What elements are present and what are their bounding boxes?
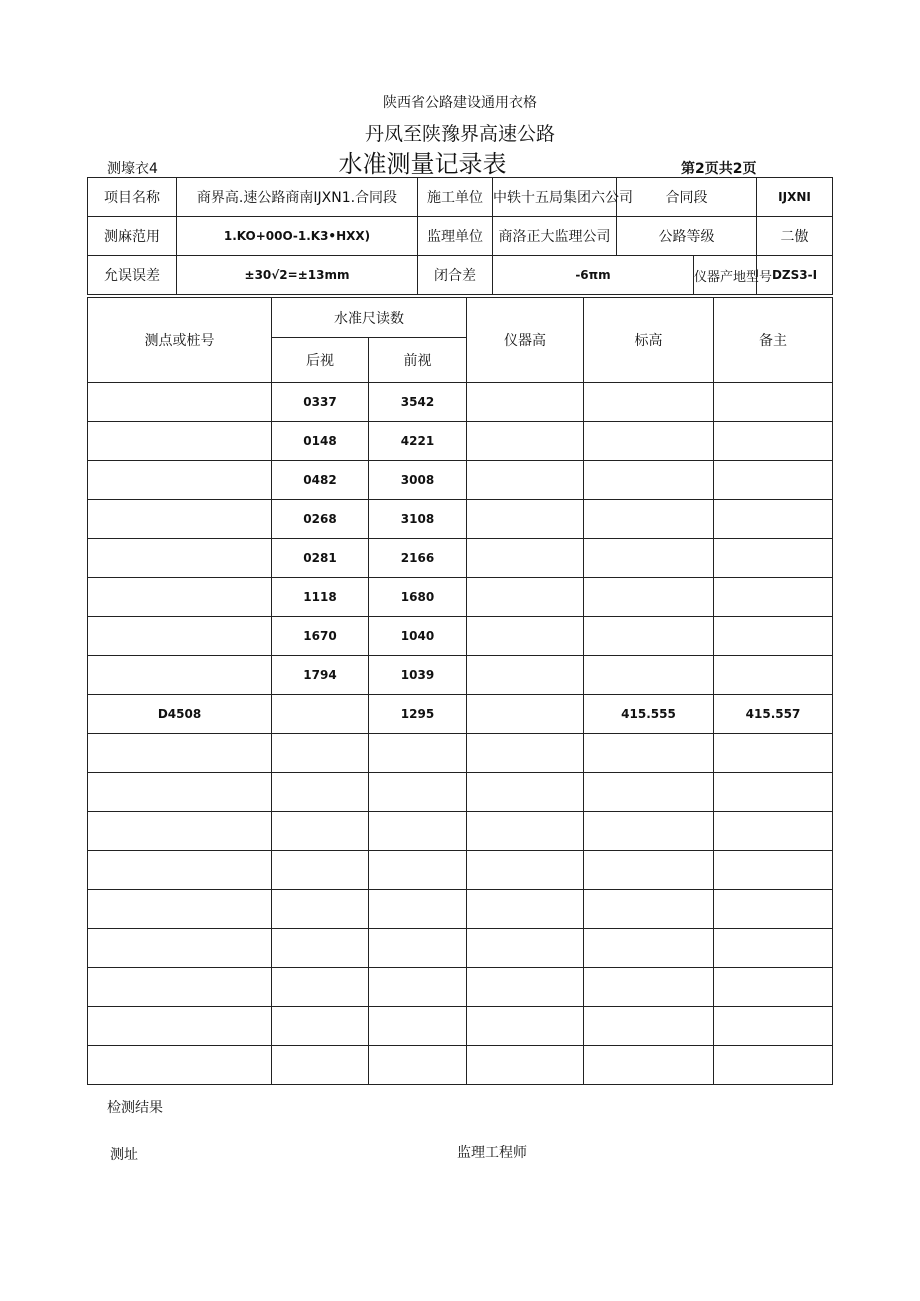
cell-foresight [369, 890, 467, 929]
table-row [88, 461, 833, 500]
cell-backsight [272, 1007, 369, 1046]
cell-elevation [584, 1007, 714, 1046]
tolerance-label: 允误误差 [88, 256, 177, 295]
supervisor-label: 监理工程师 [457, 1145, 527, 1161]
cell-point [88, 461, 272, 500]
cell-remark [714, 422, 833, 461]
col-header-backsight: 后视 [272, 338, 369, 383]
instrument-model-label: 仪器产地型号 [694, 256, 757, 295]
cell-point [88, 773, 272, 812]
cell-backsight [272, 968, 369, 1007]
cell-instrument-height [467, 617, 584, 656]
cell-foresight [369, 773, 467, 812]
cell-remark [714, 929, 833, 968]
cell-instrument-height [467, 929, 584, 968]
table-row [88, 539, 833, 578]
cell-point [88, 383, 272, 422]
table-row [88, 1007, 833, 1046]
cell-backsight: 0268 [272, 500, 369, 539]
info-row-project [88, 178, 833, 217]
cell-foresight [369, 1007, 467, 1046]
cell-point [88, 422, 272, 461]
cell-remark [714, 617, 833, 656]
cell-remark [714, 890, 833, 929]
survey-range-value: 1.KO+00O-1.K3•HXX) [177, 217, 418, 256]
contract-section-label: 合同段 [617, 178, 757, 217]
cell-foresight [369, 851, 467, 890]
cell-backsight: 1118 [272, 578, 369, 617]
cell-elevation [584, 773, 714, 812]
cell-instrument-height [467, 422, 584, 461]
cell-backsight [272, 851, 369, 890]
cell-backsight [272, 734, 369, 773]
cell-foresight: 2166 [369, 539, 467, 578]
project-info-table [87, 177, 833, 295]
cell-remark [714, 656, 833, 695]
cell-elevation [584, 656, 714, 695]
cell-foresight [369, 929, 467, 968]
cell-remark [714, 578, 833, 617]
road-grade-label: 公路等级 [617, 217, 757, 256]
cell-backsight [272, 890, 369, 929]
cell-foresight: 1680 [369, 578, 467, 617]
cell-elevation [584, 617, 714, 656]
survey-range-label: 测麻范用 [88, 217, 177, 256]
cell-point [88, 617, 272, 656]
cell-point [88, 734, 272, 773]
cell-instrument-height [467, 890, 584, 929]
cell-elevation [584, 500, 714, 539]
table-row [88, 656, 833, 695]
cell-instrument-height [467, 578, 584, 617]
cell-foresight [369, 734, 467, 773]
construction-unit-label: 施工单位 [418, 178, 493, 217]
closure-error-label: 闭合差 [418, 256, 493, 295]
cell-backsight [272, 812, 369, 851]
cell-elevation [584, 890, 714, 929]
cell-elevation [584, 812, 714, 851]
cell-point [88, 812, 272, 851]
cell-backsight: 0337 [272, 383, 369, 422]
col-header-reading: 水准尺读数 [272, 298, 467, 338]
cell-foresight [369, 968, 467, 1007]
table-row [88, 422, 833, 461]
cell-instrument-height [467, 968, 584, 1007]
cell-point [88, 929, 272, 968]
cell-elevation [584, 1046, 714, 1085]
cell-instrument-height [467, 1046, 584, 1085]
cell-instrument-height [467, 812, 584, 851]
cell-remark: 415.557 [714, 695, 833, 734]
form-number: 测壕衣4 [107, 161, 158, 177]
table-row [88, 1046, 833, 1085]
table-row [88, 890, 833, 929]
cell-point [88, 1046, 272, 1085]
cell-elevation [584, 578, 714, 617]
supervision-unit-label: 监理单位 [418, 217, 493, 256]
cell-point [88, 968, 272, 1007]
cell-foresight: 3108 [369, 500, 467, 539]
cell-instrument-height [467, 734, 584, 773]
cell-instrument-height [467, 539, 584, 578]
cell-point [88, 890, 272, 929]
cell-point [88, 851, 272, 890]
cell-backsight [272, 695, 369, 734]
col-header-remark: 备主 [714, 298, 833, 383]
cell-foresight [369, 812, 467, 851]
cell-backsight: 1670 [272, 617, 369, 656]
project-name-value: 商界高.速公路商南IJXN1.合同段 [177, 178, 418, 217]
cell-foresight: 3542 [369, 383, 467, 422]
table-row [88, 773, 833, 812]
cell-remark [714, 1007, 833, 1046]
cell-backsight: 0148 [272, 422, 369, 461]
cell-elevation [584, 383, 714, 422]
cell-elevation [584, 734, 714, 773]
cell-remark [714, 461, 833, 500]
cell-remark [714, 773, 833, 812]
table-row [88, 383, 833, 422]
cell-backsight [272, 773, 369, 812]
supervision-unit-value: 商洛正大监理公司 [493, 217, 617, 256]
table-row [88, 695, 833, 734]
cell-foresight [369, 1046, 467, 1085]
table-row [88, 500, 833, 539]
cell-remark [714, 734, 833, 773]
cell-point [88, 656, 272, 695]
cell-remark [714, 500, 833, 539]
cell-elevation [584, 461, 714, 500]
info-row-tolerance [88, 256, 833, 295]
form-supertitle: 陕西省公路建设通用衣格 [383, 95, 537, 111]
cell-point [88, 578, 272, 617]
road-grade-value: 二傲 [757, 217, 833, 256]
project-title: 丹凤至陕豫界高速公路 [364, 123, 555, 145]
cell-remark [714, 1046, 833, 1085]
cell-backsight: 1794 [272, 656, 369, 695]
tolerance-value: ±30√2=±13mm [177, 256, 418, 295]
instrument-model-value: DZS3-I [757, 256, 833, 295]
cell-elevation [584, 539, 714, 578]
cell-point [88, 1007, 272, 1046]
col-header-elevation: 标高 [584, 298, 714, 383]
page-indicator: 第2页共2页 [681, 161, 757, 177]
table-row [88, 617, 833, 656]
cell-point: D4508 [88, 695, 272, 734]
surveyor-label: 测址 [110, 1147, 138, 1163]
cell-remark [714, 383, 833, 422]
cell-remark [714, 812, 833, 851]
cell-instrument-height [467, 773, 584, 812]
table-row [88, 851, 833, 890]
table-header-row [88, 298, 833, 338]
table-row [88, 812, 833, 851]
leveling-record-table [87, 297, 833, 1085]
cell-remark [714, 968, 833, 1007]
cell-instrument-height [467, 851, 584, 890]
cell-backsight [272, 1046, 369, 1085]
cell-elevation [584, 929, 714, 968]
cell-foresight: 3008 [369, 461, 467, 500]
page-title: 水准测量记录表 [338, 150, 507, 178]
cell-instrument-height [467, 1007, 584, 1046]
cell-instrument-height [467, 656, 584, 695]
cell-point [88, 500, 272, 539]
cell-elevation [584, 422, 714, 461]
col-header-foresight: 前视 [369, 338, 467, 383]
table-row [88, 968, 833, 1007]
contract-section-value: IJXNI [757, 178, 833, 217]
inspection-result-label: 检测结果 [107, 1100, 163, 1116]
cell-remark [714, 851, 833, 890]
table-row [88, 734, 833, 773]
cell-elevation: 415.555 [584, 695, 714, 734]
cell-remark [714, 539, 833, 578]
cell-foresight: 1039 [369, 656, 467, 695]
cell-instrument-height [467, 500, 584, 539]
cell-foresight: 1295 [369, 695, 467, 734]
cell-instrument-height [467, 461, 584, 500]
closure-error-value: -6πm [493, 256, 694, 295]
col-header-instrument-height: 仪器高 [467, 298, 584, 383]
info-row-range [88, 217, 833, 256]
project-name-label: 项目名称 [88, 178, 177, 217]
cell-point [88, 539, 272, 578]
cell-foresight: 4221 [369, 422, 467, 461]
cell-backsight: 0281 [272, 539, 369, 578]
cell-instrument-height [467, 383, 584, 422]
table-row [88, 929, 833, 968]
cell-elevation [584, 968, 714, 1007]
table-row [88, 578, 833, 617]
construction-unit-value: 中轶十五局集团六公司 [493, 178, 617, 217]
cell-backsight [272, 929, 369, 968]
col-header-point: 测点或桩号 [88, 298, 272, 383]
cell-backsight: 0482 [272, 461, 369, 500]
cell-elevation [584, 851, 714, 890]
cell-foresight: 1040 [369, 617, 467, 656]
cell-instrument-height [467, 695, 584, 734]
